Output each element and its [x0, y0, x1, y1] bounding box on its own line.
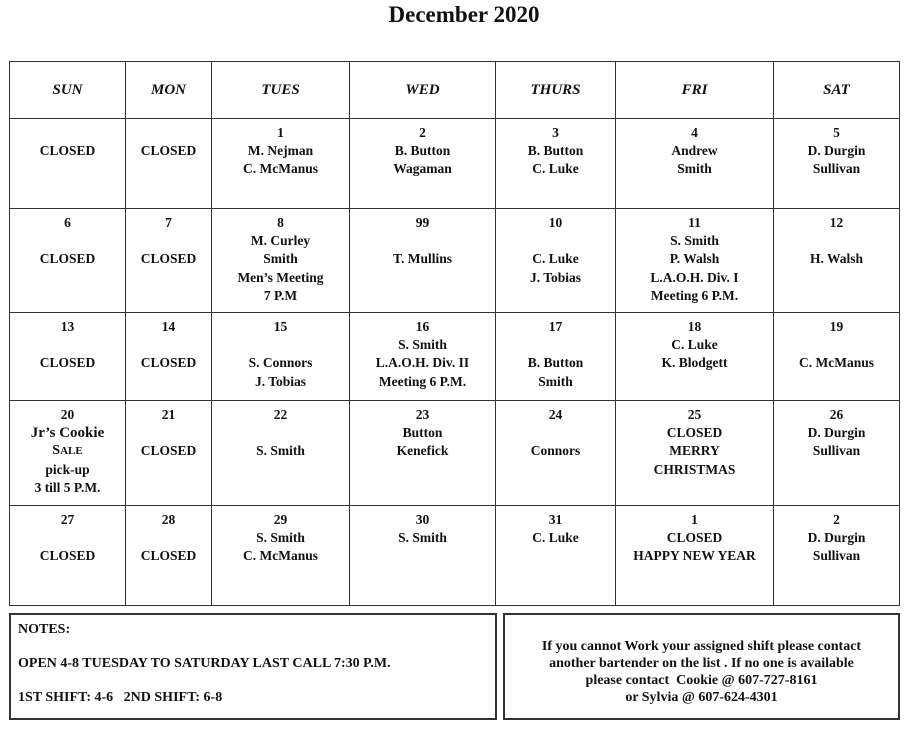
day-cell-fri [616, 119, 774, 209]
calendar-table [9, 61, 900, 606]
contact-line: another bartender on the list . If no one is available [549, 656, 854, 671]
day-number: 20 [60, 407, 75, 422]
weekday-header-row [10, 62, 900, 119]
day-number: 27 [60, 512, 75, 527]
day-number: 3 [552, 125, 559, 140]
day-cell-fri [616, 209, 774, 313]
day-entry [212, 424, 349, 442]
contact-line: or Sylvia @ 607-624-4301 [625, 690, 778, 705]
day-number: 1 [277, 125, 284, 140]
day-number: 28 [161, 512, 176, 527]
day-entry: CLOSED [140, 143, 197, 159]
day-cell-sat [774, 313, 900, 401]
day-entry: D. Durgin [807, 425, 866, 441]
day-entry [10, 336, 125, 354]
week-row [10, 209, 900, 313]
day-header-wed: WED [350, 62, 496, 119]
day-entry: D. Durgin [807, 143, 866, 159]
day-entry: CHRISTMAS [653, 461, 736, 477]
day-entry: 3 till 5 P.M. [34, 479, 101, 495]
day-entry: H. Walsh [809, 251, 864, 267]
day-entry: CLOSED [140, 443, 197, 459]
notes-shifts: 1ST SHIFT: 4-6 2ND SHIFT: 6-8 [18, 690, 223, 705]
day-entry [496, 424, 615, 442]
day-cell-sun [10, 119, 126, 209]
day-entry: pick-up [45, 461, 90, 477]
day-cell-tues [212, 401, 350, 506]
day-cell-sun [10, 401, 126, 506]
day-entry: CLOSED [39, 355, 96, 371]
day-header-tues: TUES [212, 62, 350, 119]
day-number: 23 [415, 407, 430, 422]
week-row [10, 401, 900, 506]
day-number: 18 [687, 319, 702, 334]
day-entry [126, 336, 211, 354]
day-number: 2 [833, 512, 840, 527]
day-cell-mon [126, 209, 212, 313]
day-entry [10, 232, 125, 250]
day-entry [212, 336, 349, 354]
day-cell-sat [774, 506, 900, 606]
week-row [10, 119, 900, 209]
day-entry: CLOSED [666, 530, 723, 546]
day-number: 26 [829, 407, 844, 422]
day-entry [774, 232, 899, 250]
day-number: 30 [415, 512, 430, 527]
week-row [10, 506, 900, 606]
day-number: 19 [829, 319, 844, 334]
day-entry: K. Blodgett [661, 355, 728, 371]
day-entry [10, 529, 125, 547]
day-cell-sat [774, 209, 900, 313]
day-entry: Men’s Meeting [237, 269, 324, 285]
day-cell-wed [350, 119, 496, 209]
day-number: 1 [691, 512, 698, 527]
day-cell-tues [212, 119, 350, 209]
day-number: 8 [277, 215, 284, 230]
day-entry: Kenefick [396, 443, 449, 459]
day-cell-wed [350, 313, 496, 401]
day-entry: CLOSED [140, 355, 197, 371]
day-entry [496, 336, 615, 354]
day-entry: Meeting 6 P.M. [650, 287, 739, 303]
day-entry: C. McManus [799, 355, 874, 371]
day-cell-fri [616, 401, 774, 506]
day-number: 99 [415, 215, 430, 230]
day-entry: T. Mullins [392, 251, 453, 267]
day-number: 6 [64, 215, 71, 230]
day-cell-sun [10, 313, 126, 401]
day-cell-wed [350, 209, 496, 313]
day-entry: C. McManus [243, 161, 318, 177]
day-cell-sat [774, 401, 900, 506]
day-entry: S. Smith [398, 530, 447, 546]
day-number [126, 124, 211, 142]
day-entry: MERRY [669, 443, 720, 459]
day-entry: J. Tobias [529, 269, 582, 285]
day-entry: L.A.O.H. Div. II [375, 355, 470, 371]
day-header-sun: SUN [10, 62, 126, 119]
day-entry: C. Luke [532, 161, 579, 177]
day-cell-mon [126, 506, 212, 606]
day-entry: Smith [677, 161, 712, 177]
contact-line: If you cannot Work your assigned shift please contact [541, 639, 862, 654]
day-entry [126, 232, 211, 250]
day-number: 7 [165, 215, 172, 230]
day-entry: CLOSED [140, 251, 197, 267]
day-entry: P. Walsh [669, 251, 720, 267]
day-number: 15 [273, 319, 288, 334]
day-entry: Andrew [671, 143, 718, 159]
day-entry: S. Smith [398, 337, 447, 353]
day-header-fri: FRI [616, 62, 774, 119]
day-number: 14 [161, 319, 176, 334]
day-number: 13 [60, 319, 75, 334]
day-cell-wed [350, 506, 496, 606]
notes-box [9, 613, 497, 720]
day-entry: CLOSED [39, 251, 96, 267]
week-row [10, 313, 900, 401]
day-entry: J. Tobias [254, 373, 307, 389]
day-entry: B. Button [527, 143, 584, 159]
day-entry: CLOSED [140, 548, 197, 564]
day-number: 4 [691, 125, 698, 140]
day-number [10, 124, 125, 142]
day-entry: CLOSED [39, 548, 96, 564]
day-entry: Sullivan [812, 548, 861, 564]
day-entry [350, 232, 495, 250]
day-entry [496, 232, 615, 250]
day-entry: Meeting 6 P.M. [378, 373, 467, 389]
day-number: 21 [161, 407, 176, 422]
day-entry: S. Connors [248, 355, 313, 371]
day-cell-wed [350, 401, 496, 506]
contact-line: please contact Cookie @ 607-727-8161 [585, 673, 818, 688]
day-entry: Connors [530, 443, 581, 459]
day-cell-fri [616, 506, 774, 606]
day-entry: CLOSED [666, 425, 723, 441]
day-entry: C. Luke [671, 337, 718, 353]
day-cell-thurs [496, 119, 616, 209]
day-number: 12 [829, 215, 844, 230]
day-entry: M. Nejman [247, 143, 314, 159]
day-entry: C. McManus [243, 548, 318, 564]
day-entry: B. Button [527, 355, 584, 371]
day-number: 25 [687, 407, 702, 422]
day-entry [126, 424, 211, 442]
day-entry: S. Smith [670, 233, 719, 249]
day-number: 2 [419, 125, 426, 140]
day-entry [126, 529, 211, 547]
day-entry: S. Smith [256, 443, 305, 459]
day-entry [774, 336, 899, 354]
page-title: December 2020 [388, 2, 540, 27]
day-entry: Jr’s Cookie [30, 425, 105, 442]
day-entry: Sullivan [812, 443, 861, 459]
day-entry: Smith [263, 251, 298, 267]
day-entry: Sullivan [812, 161, 861, 177]
day-entry: L.A.O.H. Div. I [650, 269, 739, 285]
day-entry: HAPPY NEW YEAR [633, 548, 756, 564]
day-number: 22 [273, 407, 288, 422]
day-number: 24 [548, 407, 563, 422]
day-header-sat: SAT [774, 62, 900, 119]
day-header-mon: MON [126, 62, 212, 119]
day-entry: CLOSED [39, 143, 96, 159]
day-number: 31 [548, 512, 563, 527]
day-cell-mon [126, 313, 212, 401]
day-entry: M. Curley [250, 233, 311, 249]
day-number: 5 [833, 125, 840, 140]
day-entry: D. Durgin [807, 530, 866, 546]
day-number: 16 [415, 319, 430, 334]
day-entry: C. Luke [532, 530, 579, 546]
day-entry: 7 P.M [263, 287, 298, 303]
contact-box [503, 613, 900, 720]
day-cell-thurs [496, 401, 616, 506]
day-entry: S. Smith [256, 530, 305, 546]
day-cell-sun [10, 209, 126, 313]
day-number: 29 [273, 512, 288, 527]
day-number: 11 [688, 215, 701, 230]
notes-hours: OPEN 4-8 TUESDAY TO SATURDAY LAST CALL 7:30 P.M. [18, 656, 391, 671]
notes-heading: NOTES: [18, 622, 71, 637]
day-header-thurs: THURS [496, 62, 616, 119]
day-cell-thurs [496, 506, 616, 606]
day-cell-fri [616, 313, 774, 401]
day-entry: Wagaman [393, 161, 452, 177]
day-cell-tues [212, 313, 350, 401]
day-cell-thurs [496, 209, 616, 313]
day-entry: C. Luke [532, 251, 579, 267]
day-cell-tues [212, 209, 350, 313]
day-cell-tues [212, 506, 350, 606]
day-number: 10 [548, 215, 563, 230]
day-entry: SALE [52, 443, 83, 459]
day-number: 17 [548, 319, 563, 334]
day-cell-sun [10, 506, 126, 606]
day-cell-mon [126, 119, 212, 209]
day-cell-thurs [496, 313, 616, 401]
day-entry: B. Button [394, 143, 451, 159]
day-entry: Smith [538, 373, 573, 389]
day-cell-mon [126, 401, 212, 506]
day-entry: Button [402, 425, 443, 441]
day-cell-sat [774, 119, 900, 209]
